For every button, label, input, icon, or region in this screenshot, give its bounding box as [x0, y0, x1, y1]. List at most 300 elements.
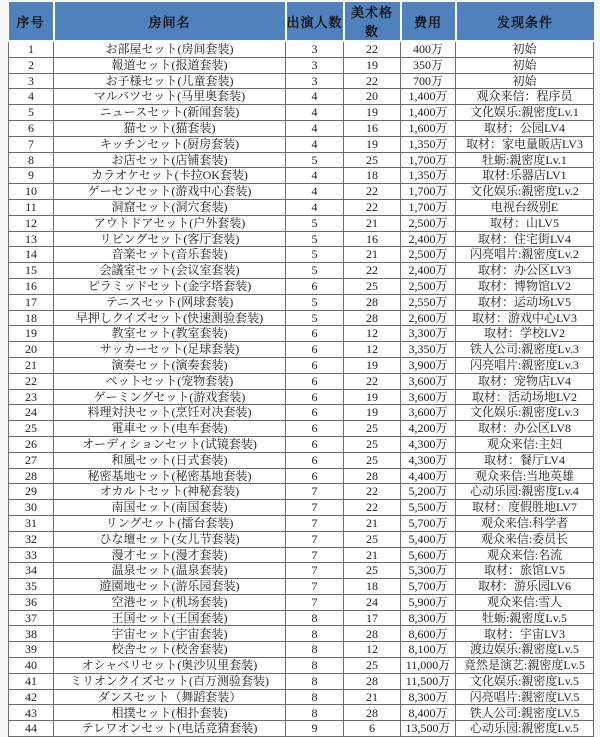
- table-cell-performers: 6: [286, 357, 344, 373]
- table-cell-performers: 6: [286, 421, 344, 437]
- table-cell-performers: 3: [286, 41, 344, 57]
- table-cell-performers: 6: [286, 342, 344, 358]
- table-cell-no: 34: [9, 563, 54, 579]
- table-cell-art_squares: 24: [344, 594, 401, 610]
- table-cell-performers: 4: [286, 105, 344, 121]
- table-cell-performers: 3: [286, 57, 344, 73]
- header-row: [9, 2, 594, 41]
- table-cell-name: 遊園地セット(游乐园套装): [54, 579, 286, 595]
- table-cell-performers: 7: [286, 500, 344, 516]
- table-cell-condition: 取材：活动场地LV2: [456, 389, 594, 405]
- table-row: [9, 579, 594, 595]
- table-cell-performers: 5: [286, 294, 344, 310]
- table-cell-cost: 2,500万: [401, 278, 456, 294]
- table-row: [9, 405, 594, 421]
- table-cell-performers: 7: [286, 484, 344, 500]
- table-cell-name: オシャベリセット(奥沙贝里套装): [54, 658, 286, 674]
- table-cell-name: 空港セット(机场套装): [54, 594, 286, 610]
- table-cell-performers: 5: [286, 310, 344, 326]
- table-cell-no: 16: [9, 278, 54, 294]
- table-cell-cost: 2,500万: [401, 247, 456, 263]
- table-cell-no: 39: [9, 642, 54, 658]
- table-cell-art_squares: 6: [344, 721, 401, 737]
- table-cell-performers: 8: [286, 626, 344, 642]
- table-row: [9, 357, 594, 373]
- table-cell-cost: 5,200万: [401, 484, 456, 500]
- table-body: [9, 41, 594, 737]
- table-cell-name: 料理対決セット(烹饪对决套装): [54, 405, 286, 421]
- table-cell-condition: 铁人公司:親密度Lv.3: [456, 342, 594, 358]
- table-row: [9, 421, 594, 437]
- table-row: [9, 247, 594, 263]
- table-cell-no: 36: [9, 594, 54, 610]
- table-cell-name: 漫才セット(漫才套装): [54, 547, 286, 563]
- table-row: [9, 57, 594, 73]
- table-cell-condition: 取材：度假胜地LV7: [456, 500, 594, 516]
- table-cell-cost: 3,350万: [401, 342, 456, 358]
- table-row: [9, 215, 594, 231]
- table-cell-cost: 1,350万: [401, 136, 456, 152]
- table-cell-art_squares: 12: [344, 342, 401, 358]
- table-cell-cost: 5,500万: [401, 500, 456, 516]
- table-cell-name: 猫セット(猫套装): [54, 120, 286, 136]
- table-cell-art_squares: 21: [344, 215, 401, 231]
- table-cell-art_squares: 25: [344, 658, 401, 674]
- table-cell-name: 秘密基地セット(秘密基地套装): [54, 468, 286, 484]
- header-cell-name: 房间名: [54, 2, 286, 41]
- table-cell-performers: 6: [286, 405, 344, 421]
- table-cell-cost: 5,700万: [401, 579, 456, 595]
- table-cell-no: 28: [9, 468, 54, 484]
- table-cell-no: 30: [9, 500, 54, 516]
- table-cell-name: 教室セット(教室套装): [54, 326, 286, 342]
- table-cell-name: ニュースセット(新闻套装): [54, 105, 286, 121]
- table-cell-condition: 牡蛎:親密度Lv.1: [456, 152, 594, 168]
- table-cell-name: リビングセット(客厅套装): [54, 231, 286, 247]
- table-cell-cost: 3,600万: [401, 373, 456, 389]
- table-cell-condition: 文化娱乐:親密度Lv.2: [456, 184, 594, 200]
- table-cell-no: 32: [9, 531, 54, 547]
- table-cell-no: 29: [9, 484, 54, 500]
- table-row: [9, 721, 594, 737]
- table-cell-no: 31: [9, 515, 54, 531]
- table-cell-no: 10: [9, 184, 54, 200]
- table-cell-name: お子様セット(儿童套装): [54, 73, 286, 89]
- table-cell-name: ピラミッドセット(金字塔套装): [54, 278, 286, 294]
- table-cell-condition: 取材：博物馆LV2: [456, 278, 594, 294]
- table-cell-performers: 4: [286, 89, 344, 105]
- table-cell-performers: 5: [286, 231, 344, 247]
- table-cell-art_squares: 21: [344, 689, 401, 705]
- table-cell-cost: 5,400万: [401, 531, 456, 547]
- table-row: [9, 342, 594, 358]
- table-cell-art_squares: 19: [344, 389, 401, 405]
- table-cell-cost: 8,400万: [401, 705, 456, 721]
- table-cell-condition: 心动乐园:親密度Lv.5: [456, 721, 594, 737]
- table-cell-condition: 铁人公司:親密度LV.5: [456, 705, 594, 721]
- table-cell-art_squares: 28: [344, 673, 401, 689]
- table-cell-performers: 8: [286, 658, 344, 674]
- header-cell-condition: 发现条件: [456, 2, 594, 41]
- table-cell-cost: 5,700万: [401, 515, 456, 531]
- table-cell-name: 報道セット(报道套装): [54, 57, 286, 73]
- header-cell-art_squares: 美术格数: [344, 2, 401, 41]
- table-row: [9, 41, 594, 57]
- table-cell-art_squares: 28: [344, 310, 401, 326]
- table-cell-cost: 1,400万: [401, 105, 456, 121]
- table-cell-condition: 渡边娱乐:親密度Lv.5: [456, 642, 594, 658]
- table-row: [9, 500, 594, 516]
- table-row: [9, 689, 594, 705]
- table-cell-performers: 5: [286, 152, 344, 168]
- table-cell-no: 26: [9, 436, 54, 452]
- table-cell-condition: 取材：游戏中心LV3: [456, 310, 594, 326]
- table-cell-cost: 3,600万: [401, 389, 456, 405]
- table-cell-no: 25: [9, 421, 54, 437]
- table-cell-no: 41: [9, 673, 54, 689]
- table-cell-condition: 牡蛎:親密度Lv.5: [456, 610, 594, 626]
- table-cell-performers: 6: [286, 436, 344, 452]
- table-cell-cost: 5,600万: [401, 547, 456, 563]
- table-cell-cost: 400万: [401, 41, 456, 57]
- table-cell-condition: 观众来信:名流: [456, 547, 594, 563]
- table-cell-performers: 7: [286, 579, 344, 595]
- table-cell-no: 12: [9, 215, 54, 231]
- table-cell-art_squares: 25: [344, 452, 401, 468]
- table-row: [9, 310, 594, 326]
- table-cell-cost: 1,700万: [401, 152, 456, 168]
- table-row: [9, 184, 594, 200]
- table-cell-no: 43: [9, 705, 54, 721]
- table-cell-name: 洞窟セット(洞穴套装): [54, 199, 286, 215]
- table-cell-name: 音楽セット(音乐套装): [54, 247, 286, 263]
- table-cell-art_squares: 22: [344, 73, 401, 89]
- table-cell-performers: 7: [286, 563, 344, 579]
- table-cell-name: ミリオンクイズセット(百万测验套装): [54, 673, 286, 689]
- table-cell-cost: 2,400万: [401, 231, 456, 247]
- table-cell-art_squares: 22: [344, 184, 401, 200]
- table-cell-performers: 5: [286, 215, 344, 231]
- table-cell-cost: 700万: [401, 73, 456, 89]
- table-cell-art_squares: 25: [344, 421, 401, 437]
- table-cell-performers: 8: [286, 642, 344, 658]
- table-cell-no: 15: [9, 263, 54, 279]
- table-cell-art_squares: 19: [344, 136, 401, 152]
- table-cell-performers: 4: [286, 199, 344, 215]
- table-cell-no: 4: [9, 89, 54, 105]
- table-cell-condition: 竟然是演艺:親密度Lv.5: [456, 658, 594, 674]
- table-row: [9, 452, 594, 468]
- table-cell-condition: 电视台级别E: [456, 199, 594, 215]
- table-row: [9, 152, 594, 168]
- table-cell-name: 演奏セット(演奏套装): [54, 357, 286, 373]
- table-cell-cost: 4,400万: [401, 468, 456, 484]
- table-cell-condition: 心动乐园:親密度Lv.4: [456, 484, 594, 500]
- table-cell-condition: 闪亮唱片:親密度Lv.2: [456, 247, 594, 263]
- table-cell-cost: 8,300万: [401, 610, 456, 626]
- table-cell-name: カラオケセット(卡拉OK套装): [54, 168, 286, 184]
- table-row: [9, 547, 594, 563]
- table-cell-art_squares: 25: [344, 152, 401, 168]
- table-row: [9, 105, 594, 121]
- table-cell-performers: 7: [286, 547, 344, 563]
- table-cell-name: ペットセット(宠物套装): [54, 373, 286, 389]
- table-cell-cost: 13,500万: [401, 721, 456, 737]
- table-cell-no: 9: [9, 168, 54, 184]
- table-cell-condition: 观众来信:当地英雄: [456, 468, 594, 484]
- table-row: [9, 231, 594, 247]
- header-cell-performers: 出演人数: [286, 2, 344, 41]
- header-cell-cost: 费用: [401, 2, 456, 41]
- table-cell-art_squares: 16: [344, 120, 401, 136]
- table-cell-cost: 2,550万: [401, 294, 456, 310]
- table-cell-condition: 取材：旅馆LV5: [456, 563, 594, 579]
- table-row: [9, 484, 594, 500]
- table-cell-art_squares: 25: [344, 563, 401, 579]
- table-cell-art_squares: 28: [344, 626, 401, 642]
- table-cell-performers: 8: [286, 689, 344, 705]
- table-cell-performers: 6: [286, 326, 344, 342]
- table-cell-name: お店セット(店铺套装): [54, 152, 286, 168]
- table-cell-cost: 350万: [401, 57, 456, 73]
- table-cell-art_squares: 22: [344, 373, 401, 389]
- table-row: [9, 563, 594, 579]
- table-cell-art_squares: 21: [344, 515, 401, 531]
- table-cell-art_squares: 28: [344, 705, 401, 721]
- table-cell-cost: 5,300万: [401, 563, 456, 579]
- table-cell-no: 27: [9, 452, 54, 468]
- table-cell-condition: 初始: [456, 41, 594, 57]
- table-cell-art_squares: 22: [344, 263, 401, 279]
- table-cell-no: 11: [9, 199, 54, 215]
- table-cell-name: オーディションセット(试镜套装): [54, 436, 286, 452]
- table-cell-art_squares: 19: [344, 357, 401, 373]
- table-row: [9, 73, 594, 89]
- table-cell-performers: 4: [286, 168, 344, 184]
- table-cell-performers: 4: [286, 120, 344, 136]
- table-cell-name: 会議室セット(会议室套装): [54, 263, 286, 279]
- table-cell-performers: 5: [286, 263, 344, 279]
- table-cell-art_squares: 22: [344, 484, 401, 500]
- table-cell-name: ひな壇セット(女儿节套装): [54, 531, 286, 547]
- table-cell-art_squares: 25: [344, 436, 401, 452]
- table-cell-art_squares: 18: [344, 168, 401, 184]
- table-cell-no: 22: [9, 373, 54, 389]
- header-cell-no: 序号: [9, 2, 54, 41]
- table-header: [9, 2, 594, 41]
- table-cell-no: 33: [9, 547, 54, 563]
- table-cell-art_squares: 18: [344, 579, 401, 595]
- table-cell-cost: 3,900万: [401, 357, 456, 373]
- table-cell-cost: 4,300万: [401, 452, 456, 468]
- table-cell-name: 王国セット(王国套装): [54, 610, 286, 626]
- table-cell-name: テレワオンセット(电话竞猜套装): [54, 721, 286, 737]
- table-cell-condition: 文化娱乐:親密度Lv.1: [456, 105, 594, 121]
- table-cell-cost: 2,500万: [401, 215, 456, 231]
- table-cell-art_squares: 25: [344, 531, 401, 547]
- table-cell-no: 38: [9, 626, 54, 642]
- table-cell-name: サッカーセット(足球套装): [54, 342, 286, 358]
- table-cell-cost: 11,500万: [401, 673, 456, 689]
- table-cell-no: 17: [9, 294, 54, 310]
- table-cell-name: 和風セット(日式套装): [54, 452, 286, 468]
- table-row: [9, 373, 594, 389]
- table-row: [9, 610, 594, 626]
- table-cell-performers: 6: [286, 468, 344, 484]
- table-cell-cost: 11,000万: [401, 658, 456, 674]
- table-cell-no: 18: [9, 310, 54, 326]
- table-cell-performers: 8: [286, 673, 344, 689]
- table-cell-art_squares: 16: [344, 231, 401, 247]
- table-cell-cost: 1,600万: [401, 120, 456, 136]
- table-cell-condition: 取材：游乐园LV6: [456, 579, 594, 595]
- table-cell-performers: 6: [286, 278, 344, 294]
- table-cell-cost: 8,600万: [401, 626, 456, 642]
- table-cell-performers: 6: [286, 373, 344, 389]
- table-cell-cost: 2,600万: [401, 310, 456, 326]
- table-cell-performers: 7: [286, 515, 344, 531]
- table-row: [9, 120, 594, 136]
- table-row: [9, 294, 594, 310]
- table-cell-art_squares: 19: [344, 405, 401, 421]
- table-cell-name: ゲーミングセット(游戏套装): [54, 389, 286, 405]
- table-cell-performers: 6: [286, 452, 344, 468]
- table-cell-cost: 8,300万: [401, 689, 456, 705]
- table-cell-no: 24: [9, 405, 54, 421]
- table-cell-no: 5: [9, 105, 54, 121]
- table-cell-no: 6: [9, 120, 54, 136]
- table-cell-cost: 2,400万: [401, 263, 456, 279]
- table-cell-art_squares: 20: [344, 89, 401, 105]
- table-row: [9, 263, 594, 279]
- table-row: [9, 168, 594, 184]
- table-cell-condition: 取材：运动场LV5: [456, 294, 594, 310]
- table-cell-condition: 取材：宠物店LV4: [456, 373, 594, 389]
- table-cell-no: 44: [9, 721, 54, 737]
- table-row: [9, 326, 594, 342]
- table-cell-condition: 取材：办公区LV8: [456, 421, 594, 437]
- table-cell-name: リングセット(擂台套装): [54, 515, 286, 531]
- table-row: [9, 278, 594, 294]
- table-cell-cost: 3,600万: [401, 405, 456, 421]
- table-row: [9, 658, 594, 674]
- table-cell-name: アウトドアセット(户外套装): [54, 215, 286, 231]
- table-cell-name: 電車セット(电车套装): [54, 421, 286, 437]
- table-cell-no: 35: [9, 579, 54, 595]
- table-cell-cost: 4,300万: [401, 436, 456, 452]
- table-cell-condition: 观众来信：程序员: [456, 89, 594, 105]
- table-cell-no: 14: [9, 247, 54, 263]
- table-cell-no: 13: [9, 231, 54, 247]
- table-cell-condition: 观众来信:委员长: [456, 531, 594, 547]
- table-cell-cost: 4,200万: [401, 421, 456, 437]
- table-cell-cost: 1,350万: [401, 168, 456, 184]
- table-cell-performers: 4: [286, 184, 344, 200]
- table-cell-no: 20: [9, 342, 54, 358]
- table-cell-condition: 取材：宇宙LV3: [456, 626, 594, 642]
- table-cell-performers: 8: [286, 705, 344, 721]
- table-cell-art_squares: 21: [344, 247, 401, 263]
- table-cell-no: 21: [9, 357, 54, 373]
- table-row: [9, 89, 594, 105]
- table-cell-name: ゲーセンセット(游戏中心套装): [54, 184, 286, 200]
- table-row: [9, 389, 594, 405]
- table-row: [9, 515, 594, 531]
- table-cell-name: マルバツセット(马里奥套装): [54, 89, 286, 105]
- table-cell-no: 40: [9, 658, 54, 674]
- table-cell-condition: 观众来信:科学者: [456, 515, 594, 531]
- table-row: [9, 468, 594, 484]
- table-cell-art_squares: 12: [344, 642, 401, 658]
- table-row: [9, 594, 594, 610]
- table-cell-name: ダンスセット（舞蹈套装）: [54, 689, 286, 705]
- table-cell-cost: 5,900万: [401, 594, 456, 610]
- table-cell-condition: 观众来信:主妇: [456, 436, 594, 452]
- table-cell-name: 早押しクイズセット(快速测验套装): [54, 310, 286, 326]
- table-cell-art_squares: 22: [344, 500, 401, 516]
- table-cell-art_squares: 22: [344, 199, 401, 215]
- table-row: [9, 705, 594, 721]
- table-cell-condition: 观众来信:雪人: [456, 594, 594, 610]
- table-cell-cost: 8,100万: [401, 642, 456, 658]
- table-cell-name: キッチンセット(厨房套装): [54, 136, 286, 152]
- table-cell-condition: 取材：学校LV2: [456, 326, 594, 342]
- table-cell-art_squares: 19: [344, 105, 401, 121]
- table-cell-condition: 初始: [456, 73, 594, 89]
- table-cell-name: 南国セット(南国套装): [54, 500, 286, 516]
- table-cell-performers: 3: [286, 73, 344, 89]
- table-cell-condition: 闪亮唱片:親密度LV.5: [456, 689, 594, 705]
- table-cell-no: 23: [9, 389, 54, 405]
- table-cell-performers: 6: [286, 389, 344, 405]
- table-cell-no: 19: [9, 326, 54, 342]
- table-cell-art_squares: 28: [344, 294, 401, 310]
- table-cell-no: 7: [9, 136, 54, 152]
- table-row: [9, 136, 594, 152]
- table-cell-name: テニスセット(网球套装): [54, 294, 286, 310]
- table-row: [9, 531, 594, 547]
- table-cell-art_squares: 28: [344, 468, 401, 484]
- table-cell-art_squares: 25: [344, 278, 401, 294]
- table-cell-no: 37: [9, 610, 54, 626]
- table-cell-performers: 4: [286, 136, 344, 152]
- table-cell-cost: 1,700万: [401, 199, 456, 215]
- table-cell-name: 宇宙セット(宇宙套装): [54, 626, 286, 642]
- table-cell-art_squares: 21: [344, 547, 401, 563]
- table-cell-condition: 取材:乐器店LV1: [456, 168, 594, 184]
- table-cell-performers: 5: [286, 247, 344, 263]
- table-row: [9, 436, 594, 452]
- room-sets-table: [8, 2, 594, 737]
- table-cell-condition: 闪亮唱片:親密度Lv.3: [456, 357, 594, 373]
- table-cell-condition: 文化娱乐:親密度Lv.5: [456, 673, 594, 689]
- table-cell-art_squares: 12: [344, 326, 401, 342]
- table-cell-condition: 取材：家电量販店LV3: [456, 136, 594, 152]
- table-cell-condition: 初始: [456, 57, 594, 73]
- table-cell-art_squares: 17: [344, 610, 401, 626]
- table-cell-cost: 1,700万: [401, 184, 456, 200]
- table-cell-no: 2: [9, 57, 54, 73]
- table-cell-condition: 取材：办公区LV3: [456, 263, 594, 279]
- table-cell-condition: 取材：公园LV4: [456, 120, 594, 136]
- table-cell-art_squares: 19: [344, 57, 401, 73]
- table-cell-condition: 文化娱乐:親密度Lv.3: [456, 405, 594, 421]
- table-cell-performers: 8: [286, 610, 344, 626]
- table-cell-condition: 取材：餐厅LV4: [456, 452, 594, 468]
- table-cell-no: 8: [9, 152, 54, 168]
- table-cell-no: 42: [9, 689, 54, 705]
- table-row: [9, 673, 594, 689]
